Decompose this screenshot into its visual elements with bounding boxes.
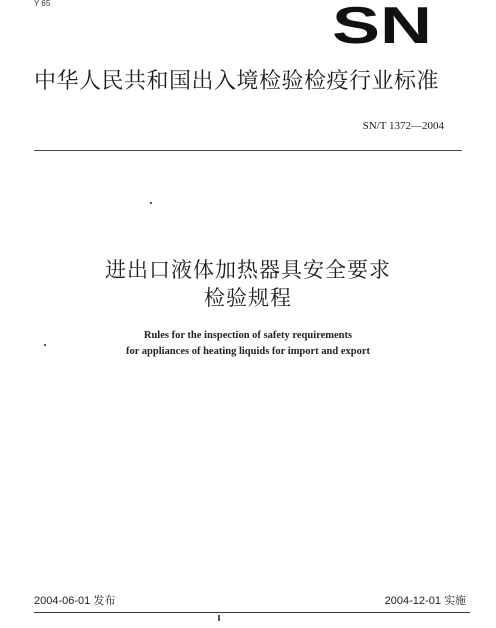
chinese-title-line-2: 检验规程 bbox=[204, 286, 292, 310]
footer-divider bbox=[34, 612, 470, 613]
implementation-date: 2004-12-01 实施 bbox=[384, 595, 466, 607]
ics-code: Y 65 bbox=[34, 0, 51, 8]
issue-date: 2004-06-01 发布 bbox=[34, 595, 116, 607]
scan-speck bbox=[218, 615, 220, 621]
chinese-title-line-1: 进出口液体加热器具安全要求 bbox=[105, 258, 391, 282]
header-divider bbox=[34, 150, 462, 151]
english-title-line-2: for appliances of heating liquids for import and export bbox=[125, 346, 371, 357]
scan-speck bbox=[150, 202, 152, 204]
scan-speck bbox=[44, 344, 46, 346]
sn-logo-text: SN bbox=[332, 2, 432, 46]
standard-number: SN/T 1372—2004 bbox=[362, 120, 444, 132]
organization-title: 中华人民共和国出入境检验检疫行业标准 bbox=[34, 69, 440, 94]
english-title-line-1: Rules for the inspection of safety requirements bbox=[143, 330, 353, 341]
sn-logo bbox=[330, 2, 434, 46]
